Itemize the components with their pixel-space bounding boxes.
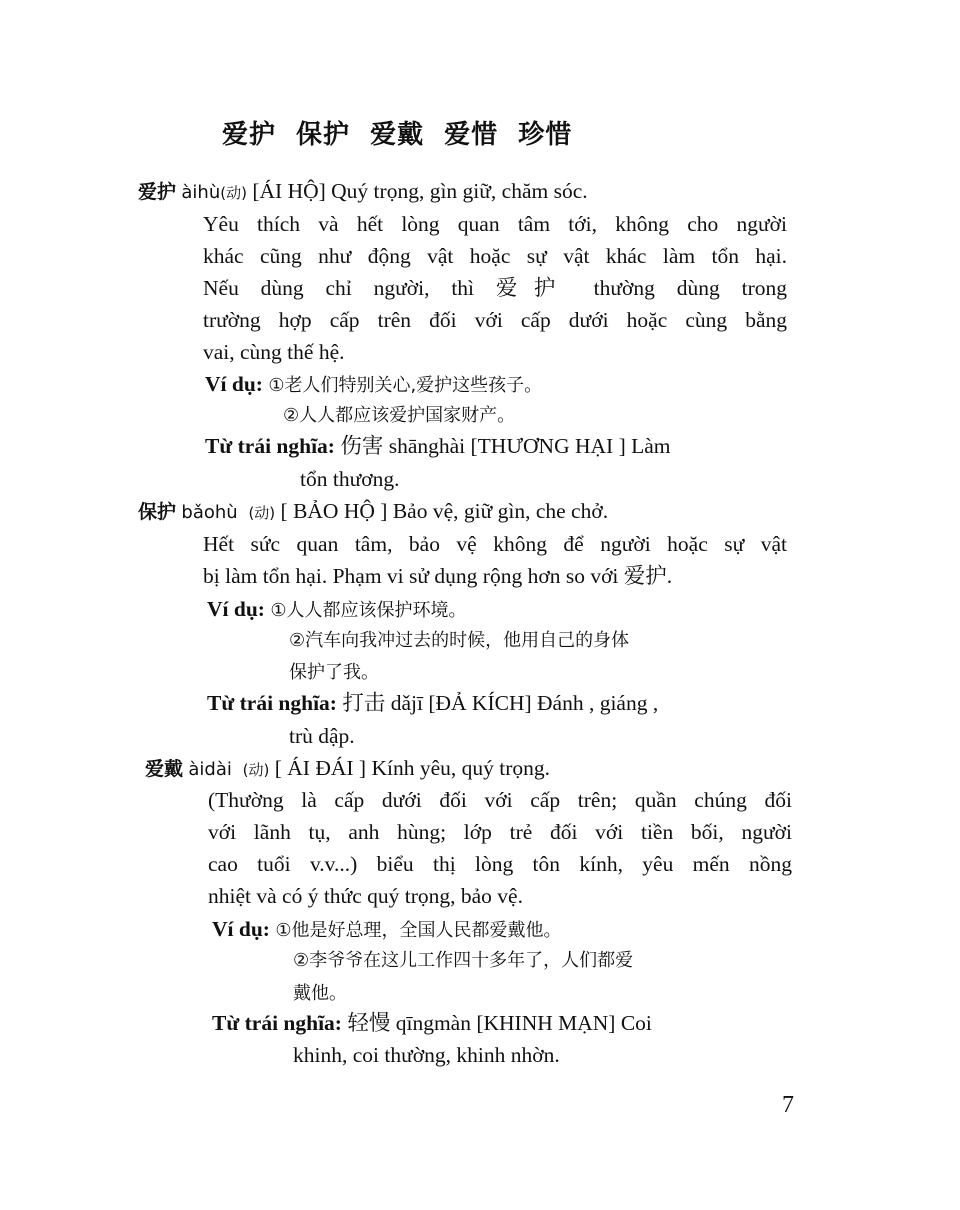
antonym-row (207, 688, 658, 718)
example-label: Ví dụ: (207, 597, 265, 621)
example-sentence: ①他是好总理，全国人民都爱戴他。 (275, 920, 562, 941)
example-label: Ví dụ: (205, 372, 263, 396)
entry-header (138, 496, 608, 528)
description-line: khác cũng như động vật hoặc sự vật khác làm tổn hại. (203, 244, 787, 268)
example-sentence: ②李爷爷在这儿工作四十多年了，人们都爱 (293, 950, 634, 971)
han-viet: [ BẢO HỘ ] (280, 499, 388, 523)
example-row (207, 594, 466, 626)
example-sentence: ①老人们特别关心,爱护这些孩子。 (268, 375, 543, 396)
description-line: (Thường là cấp dưới đối với cấp trên; quần chúng đối (208, 788, 792, 812)
part-of-speech: (动) (248, 504, 276, 522)
antonym-row (205, 431, 671, 461)
antonym-label: Từ trái nghĩa: (207, 691, 337, 715)
example-sentence: 戴他。 (293, 983, 347, 1004)
entry-header (145, 753, 550, 785)
gloss: Kính yêu, quý trọng. (371, 756, 551, 780)
antonym-row (212, 1008, 652, 1038)
example-sentence: ②人人都应该爱护国家财产。 (283, 405, 516, 426)
page-title: 爱护 保护 爱戴 爱惜 珍惜 (222, 120, 573, 150)
example-row (212, 914, 561, 946)
han-viet: [ ÁI ĐÁI ] (274, 756, 367, 780)
antonym-text: tổn thương. (300, 467, 400, 491)
pinyin: àihù (181, 182, 221, 203)
antonym-label: Từ trái nghĩa: (212, 1011, 342, 1035)
antonym-text: trù dập. (289, 724, 355, 748)
example-row (205, 369, 542, 401)
pinyin: bǎohù (181, 502, 238, 523)
antonym-text: 伤害 shānghài [THƯƠNG HẠI ] Làm (340, 434, 671, 458)
page-number: 7 (782, 1092, 794, 1118)
pinyin: àidài (188, 759, 232, 780)
description-line: Yêu thích và hết lòng quan tâm tới, không cho người (203, 212, 787, 236)
headword: 爱戴 (145, 758, 184, 780)
antonym-text: 轻慢 qīngmàn [KHINH MẠN] Coi (347, 1011, 652, 1035)
description-line: trường hợp cấp trên đối với cấp dưới hoặc cùng bằng (203, 308, 787, 332)
entry-header (138, 176, 588, 208)
description-line: với lãnh tụ, anh hùng; lớp trẻ đối với tiền bối, người (208, 820, 792, 844)
description-line: Hết sức quan tâm, bảo vệ không để người hoặc sự vật (203, 532, 787, 556)
description-line: vai, cùng thế hệ. (203, 340, 345, 364)
part-of-speech: (动) (220, 184, 247, 202)
headword: 保护 (138, 501, 177, 523)
antonym-text: 打击 dǎjī [ĐẢ KÍCH] Đánh , giáng , (342, 691, 659, 715)
antonym-label: Từ trái nghĩa: (205, 434, 335, 458)
han-viet: [ÁI HỘ] (252, 179, 326, 203)
part-of-speech: (动) (242, 761, 270, 779)
gloss: Quý trọng, gìn giữ, chăm sóc. (331, 179, 588, 203)
example-sentence: ②汽车向我冲过去的时候，他用自己的身体 (289, 630, 630, 651)
antonym-text: khinh, coi thường, khinh nhờn. (293, 1043, 560, 1067)
description-line: cao tuổi v.v...) biểu thị lòng tôn kính, yêu mến nồng (208, 852, 792, 876)
example-sentence: 保护了我。 (289, 662, 379, 683)
example-sentence: ①人人都应该保护环境。 (270, 600, 467, 621)
description-line: Nếu dùng chỉ người, thì 爱护 thường dùng trong (203, 276, 787, 300)
example-label: Ví dụ: (212, 917, 270, 941)
headword: 爱护 (138, 181, 177, 203)
gloss: Bảo vệ, giữ gìn, che chở. (392, 499, 609, 523)
description-line: nhiệt và có ý thức quý trọng, bảo vệ. (208, 884, 523, 908)
description-line: bị làm tổn hại. Phạm vi sử dụng rộng hơn so với 爱护. (203, 564, 673, 588)
